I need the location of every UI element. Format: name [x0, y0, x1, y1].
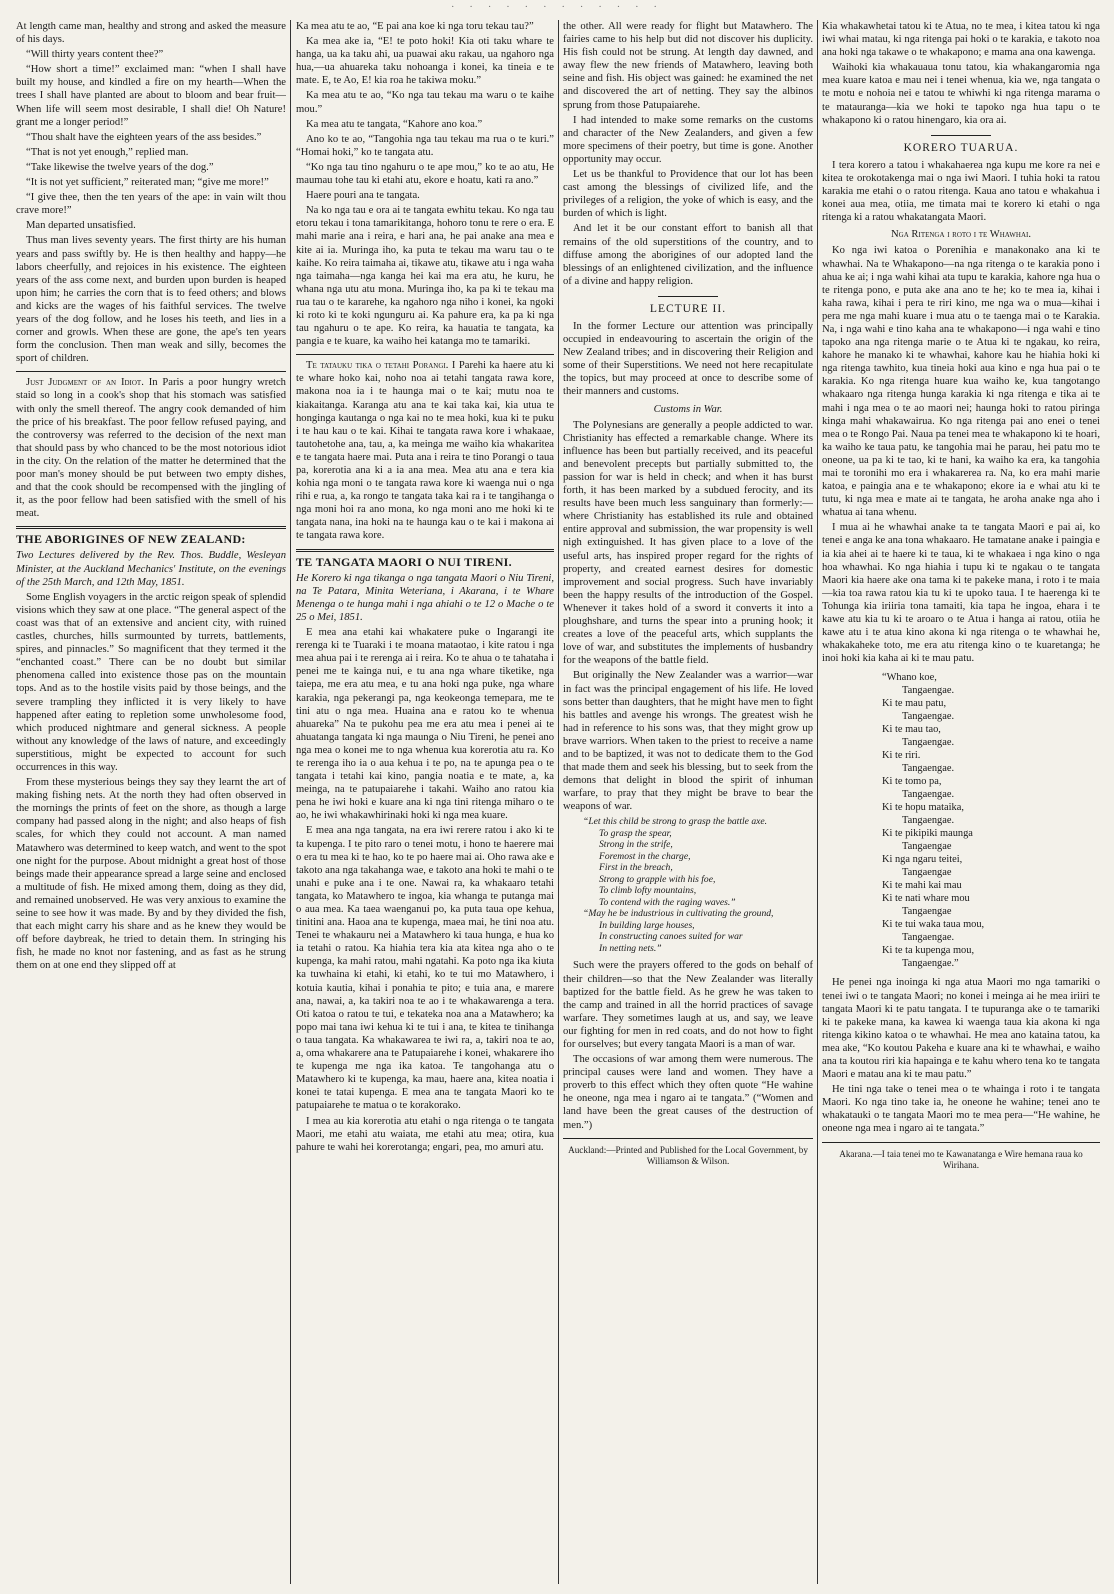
baptism-song	[583, 816, 813, 954]
section-heading: Customs in War.	[653, 403, 723, 415]
column-1	[16, 20, 286, 1584]
column-4	[822, 20, 1100, 1584]
paragraph: And let it be our constant effort to banish all that remains of the old superstitions of the country, and to diffuse among the aborigines of our adopted land the blessings of an enlightened civilization, and the influence of a divine and happy religion.	[563, 223, 813, 287]
column-3	[563, 20, 813, 1584]
paragraph: He penei nga inoinga ki nga atua Maori mo nga tamariki o tenei iwi o te tangata Maori; no konei i meinga ai he mea iriiri te tangata Maori ki te patu tangata. I te tupuranga ake o te tamariki ki te pakeke mana, ka kawea ki waenga taua kia akona ki nga ritenga kikino katoa o te whawhai. He mea ano kataina tatou, ka mea ake, “Ko koutou Pakeha e kuare ana ki te whawhai, e waiho ana ta koutou riri kia hapainga e te kahu whero tena ko te tangata Maori e matau ana ki te mau patu.”	[822, 977, 1100, 1081]
chant-line: Tangaengae.	[902, 789, 955, 801]
section-heading: Nga Ritenga i roto i te Whawhai.	[891, 229, 1031, 241]
paragraph: E mea ana nga tangata, na era iwi rerere ratou i ako ki te ta kupenga. I te pito raro o tenei motu, i hono te haerere mai o era tu mea ki te hao, ko te po haere mai ai. Oho rawa ake e takoto ana nga takahanga wae, e takoto ana hoki te mahi o te unahi e puke ana i te one. Nawai ra, ka whakaaro tetahi tangata, ko Matawhero te ingoa, kia whanga te putanga mai o aua mea. Ka taea waenganui po, ka puta taua ope kehua, tinitini ana. Haoa ana te kupenga, maea mai, he tini noa atu. Tenei te whakauru nei a Matawhero ki taua hunga, e hua ko ia tetahi o ratou. Ka hiahia tera kia ata kitea nga aho o te kupenga, ka mahi ratou, mahi ngatahi. Ka poto nga ika kiuta ka tuwhaina ki etahi, ki etahi, ko te tui mo Matawhero, i kotuia kautia, kihai i ponahia te pito; e tuia ana, e marere ana, nawai, a, ka takiri noa te ao i te whakawarenga a tera. Oti katoa o ratou te tui, e tekateka noa ana a Matawhero; ka popo mai tana iwi kehua ki te tui i ana, te kitea te tinihanga o taua tangata. Ka whakawarea te iwi ra, a, takiri noa te ao, a, oma whakarere ana te Patupaiarehe i konei, whakarere iho te kupenga me nga ika katoa. Te tangohanga atu o Matawhero ki te kupenga, ka mau, haere ana, kitea noatia i konei te tatai kupenga. E mea ana te tangata Maori ko te patupaiarehe te matua o te korakorako.	[296, 825, 554, 1112]
section-rule	[16, 371, 286, 372]
chant-line: “Whano koe,	[882, 672, 937, 684]
chant-line: Ki te nati whare mou	[882, 893, 970, 905]
chant-line: Ki te riri.	[882, 750, 921, 762]
imprint: Akarana.—I taia tenei mo te Kawanatanga e Wire hemana raua ko Wirihana.	[839, 1148, 1083, 1171]
song-line: Foremost in the charge,	[599, 850, 691, 862]
section-rule	[16, 526, 286, 529]
paragraph: “It is not yet sufficient,” reiterated man; “give me more!”	[26, 177, 269, 189]
column-rule	[290, 20, 291, 1584]
chant-line: Ki te mau tao,	[882, 724, 941, 736]
chant-line: Ki te pikipiki maunga	[882, 828, 973, 840]
column-2	[296, 20, 554, 1584]
paragraph: Some English voyagers in the arctic reigon speak of splendid visions which they saw at one place. “The general aspect of the coast was that of an extensive and ancient city, with ruined castles, churches, hills surmounted by turrets, battlements, spires, and pinnacles.” So magnificent that they termed it the “enchanted coast.” There can be no doubt but similar phenomena called into existence those pas on the mountain tops. And as to the hostile visits paid by those beings, and the severe trampling they inflicted it is very likely to have happened after eating to repletion some unwholesome food, which produced nightmare and general sickness. A people without any knowledge of the laws of nature, and exceedingly superstitious, might be expected to account for such occurrences in this way.	[16, 591, 286, 773]
paragraph: the other. All were ready for flight but Matawhero. The fairies came to his help but did not discover his duplicity. His fish could not be strung. At length day dawned, and away flew the new friends of Matawhero, leaving both seine and fish. His object was gained: he examined the net and discovered the art of netting. They say the albinos sprung from those Patupaiarehe.	[563, 21, 813, 111]
song-line: To grasp the spear,	[599, 827, 672, 839]
article-idiot	[16, 376, 286, 520]
paragraph: Let us be thankful to Providence that our lot has been cast among the blessings of civilized life, and the privileges of a religion, the yoke of which is easy, and the burden of which is light.	[563, 169, 813, 220]
baptism-chant	[882, 671, 1100, 970]
paragraph: At length came man, healthy and strong and asked the measure of his days.	[16, 21, 286, 46]
article-title: THE ABORIGINES OF NEW ZEALAND:	[16, 532, 246, 547]
paragraph: In the former Lecture our attention was principally occupied in endeavouring to ascertain the origin of the New Zealand tribes; and in discovering their Religion and some of their Superstitions. We need not here recapitulate the topics, but may proceed at once to describe some of their manners and customs.	[563, 320, 813, 398]
article-byline: Two Lectures delivered by the Rev. Thos. Buddle, Wesleyan Minister, at the Auckland Mechanics' Institute, on the evenings of the 25th March, and 12th May, 1851.	[16, 550, 286, 588]
paragraph: Ka mea ake ia, “E! te poto hoki! Kia oti taku whare te hanga, ua ka taku ahi, ua puawai aku rakau, ua ngahoro nga hua,—ua ahuareka taku nohoanga i konei, ka tineia e te mate. E, te Ao, E! kia roa he takiwa moku.”	[296, 36, 554, 87]
chant-line: Tangaengae.	[902, 711, 955, 723]
chant-line: Ki te ta kupenga mou,	[882, 945, 975, 957]
paragraph: Ka mea atu te tangata, “Kahore ano koa.”	[306, 118, 483, 130]
chant-line: Ki te tomo pa,	[882, 776, 942, 788]
paragraph: Thus man lives seventy years. The first thirty are his human years and pass swiftly by. He is then healthy and happy—he labors cheerfully, and rejoices in his existence. The eighteen years of the ass come next, and burden upon burden is heaped upon him; he carries the corn that is to feed others; and blows and kicks are the wages of his faithful services. The twelve years of the dog follow, and he loses his teeth, and lies in a corner and growls. When these are gone, the ape's ten years form the conclusion. Then man weak and silly, becomes the sport of children.	[16, 235, 286, 365]
paragraph: Kia whakawhetai tatou ki te Atua, no te mea, i kitea tatou ki nga iwi whai matau, ki nga ritenga pai hoki o te karakia, e takoto noa ana hoki nga takawe o te whakapono; e mama ana ona kawenga.	[822, 21, 1100, 59]
chant-line: Ki te tui waka taua mou,	[882, 919, 985, 931]
paragraph: “Take likewise the twelve years of the dog.”	[26, 161, 214, 173]
chant-line: Tangaengae	[902, 906, 952, 918]
paragraph: I had intended to make some remarks on the customs and character of the New Zealanders, and given a few more specimens of their poetry, but time is gone. Another opportunity may occur.	[563, 114, 813, 165]
paragraph: Such were the prayers offered to the gods on behalf of their children—so that the New Zealander was literally baptized for the battle field. As he grew he was taken to the camp and trained in all the horrid practices of savage warfare. They sometimes laugh at us, and say, we leave our fighting for men in red coats, and do not how to fight for ourselves; but every tangata Maori is a man of war.	[563, 960, 813, 1050]
paragraph: Man departed unsatisfied.	[26, 220, 136, 232]
paragraph: Na ko nga tau e ora ai te tangata ewhitu tekau. Ko nga tau etoru tekau i tona tamarikitanga, hohoro tonu te rere o era. E mahi marie ana i reira, e hari ana, he pai anake ana mea e kite ai ia. Muringa iho, ka puta te tekau ma waru tau o te kaihe. Ko reira taimaha ai, tikawe atu, tikawe atu i nga waha nga taimaha—nga kanga hei kai ma era atu, he kuru, he whana nga utu atu mona. Muringa iho, ka pa ki te tekau ma rua tau o te kararehe, ka ngahoro nga niho i konei, ka ngoki ki roto ki te koki ngunguru ai. Ka pahure era, ka pa ki nga tau ngahuru o te ape. Ko reira, ka hauatia te tangata, ka pangia e te kuare, ka waiho hei katanga mo te tamariki.	[296, 205, 554, 348]
paragraph: “How short a time!” exclaimed man: “when I shall have built my house, and kindled a fire on my hearth—When the trees I shall have planted are about to bloom and bear fruit—When life will seem most desirable, I shall die! Oh Nature! grant me a longer period!”	[16, 64, 286, 128]
article-text: In Paris a poor hungry wretch staid so long in a cook's shop that his stomach was satisfied with only the smell thereof. The angry cook demanded of him the price of his breakfast. The poor fellow refused paying, and the controversy was referred to the decision of the next man that should pass by who chanced to be the most notorious idiot in the city. On the relation of the matter he determined that the poor man's money should be put between two empty dishes, and that the cook should be recompensed with the jingling of it, as the poor fellow had been satisfied with the smell of his meat.	[16, 377, 286, 520]
column-rule	[558, 20, 559, 1584]
paragraph: “I give thee, then the ten years of the ape: in vain wilt thou crave more!”	[16, 192, 286, 217]
imprint: Auckland:—Printed and Published for the Local Government, by Williamson & Wilson.	[568, 1144, 808, 1167]
chant-line: Ki te hopu mataika,	[882, 802, 964, 814]
article-title: TE TANGATA MAORI O NUI TIRENI.	[296, 554, 512, 569]
chant-line: Tangaengae.”	[902, 958, 959, 970]
chant-line: Tangaengae	[902, 841, 952, 853]
imprint-block	[822, 1142, 1100, 1172]
paragraph: Ka mea atu te ao, “E pai ana koe ki nga toru tekau tau?”	[296, 21, 534, 32]
chant-line: Ki te mahi kai mau	[882, 880, 962, 892]
song-line: In netting nets.”	[599, 942, 662, 954]
paragraph: I tera korero a tatou i whakahaerea nga kupu me kore ra nei e kitea te orokotakenga mai o nga iwi Maori. I tuhia hoki ta ratou karakia me etahi o o ratou ritenga. Kaua ano tatou e whakahua i konei aua mea, otiia, me timata mai te korero ki etahi o nga ritenga ki a ratou whakatangata Maori.	[822, 159, 1100, 224]
chant-line: Tangaengae.	[902, 763, 955, 775]
section-rule	[931, 135, 991, 136]
chant-line: Tangaengae.	[902, 815, 955, 827]
song-line: To climb lofty mountains,	[599, 885, 697, 897]
article-heading: Just Judgment of an Idiot.	[26, 377, 144, 389]
paragraph: He tini nga take o tenei mea o te whainga i roto i te tangata Maori. Ko nga tino take ia, he oneone he wahine; tenei ano te whakatauki o te tangata Maori mo te mea pera—“He wahine, he oneone nga mea i ngaro ai te tangata.”	[822, 1084, 1100, 1135]
section-rule	[296, 549, 554, 552]
song-line: First in the breach,	[599, 862, 673, 874]
paragraph: “Will thirty years content thee?”	[26, 49, 164, 61]
imprint-block	[563, 1138, 813, 1168]
song-line: “Let this child be strong to grasp the battle axe.	[583, 816, 768, 828]
chant-line: Ki te mau patu,	[882, 698, 947, 710]
section-rule	[658, 296, 718, 297]
chant-line: Tangaengae.	[902, 932, 955, 944]
paragraph: “Thou shalt have the eighteen years of the ass besides.”	[26, 131, 262, 143]
paragraph: From these mysterious beings they say they learnt the art of making fishing nets. At the north they had often observed in the mornings the prints of feet on the shore, as though a large company had passed along in the night; and also heaps of fish scales, for which they could not account. A man named Matawhero was determined to keep watch, and went to the spot one night for the purpose. About midnight a great host of those beings made their appearance spread a large seine and enclosed a multitude of fish. He mixed among them, doing as they did, and remained unobserved. He was very anxious to examine the seine to see how it was made. By and by they divided the fish, that each might carry his share and as he knew they would be off before daybreak, he tried to detain them. In stringing his fish, he made no knot nor fastening, and as fast as he strung them on at one end they slipped off at	[16, 777, 286, 972]
column-rule	[817, 20, 818, 1584]
chant-line: Tangaengae	[902, 867, 952, 879]
song-line: Strong in the strife,	[599, 839, 673, 851]
lecture-title: LECTURE II.	[649, 302, 727, 315]
article-heading: Te tatauku tika o tetahi Porangi.	[306, 360, 449, 372]
article-text: I Parehi ka haere atu ki te whare hoko kai, noho noa ai tetahi tangata rawa kore, makona noa ia i te haunga mai o te kai; mutu noa te kiakaitanga. Karanga atu ana te kai taka kai, kia utua te honginga kautanga o nga kai no te mea hoki, kua ki te puku i te hau kau o te kai. Kihai te tangata rawa kore i whakaae, tautohetohe ana, tau, a, ka meinga me waiho kia whakaritea e te tangata haere mai. Puta ana i reira te tino Porangi o taua pa, korerotia ana ki a ia ana mea. Mea atu ana e tera kia kohia nga moni o te tangata rawa kore ki waenga nui o nga rihi e rua, a, ka rongo te tangata taka kai ra i te tangihanga o nga moni hoi ra ano mona, ko nga moni ano me hoki ki te tangata nana, ina hoki na te haunga kau o te kai i makona ai te tangata rawa kore.	[296, 360, 554, 542]
article-byline: He Korero ki nga tikanga o nga tangata Maori o Niu Tireni, na Te Patara, Minita Weteriana, i Akarana, i te Whare Menenga o te hunga mahi i nga ahiahi o te 12 o Mache o te 25 o Mei, 1851.	[296, 572, 554, 623]
article-tatauku	[296, 359, 554, 542]
song-line: “May he be industrious in cultivating the ground,	[583, 908, 774, 920]
paragraph: I mea au kia korerotia atu etahi o nga ritenga o te tangata Maori, me etahi atu waiata, me etahi atu mea; otira, kua pahure te wahi hei korerotanga; engari, pea, mo amuri atu.	[296, 1115, 554, 1153]
paragraph: “Ko nga tau tino ngahuru o te ape mou,” ko te ao atu, He maumau tohe tau ki etahi atu, ekore e hoatu, kati ra ano.”	[296, 161, 554, 187]
paragraph: But originally the New Zealander was a warrior—war in fact was the principal engagement of his life. He loved sons better than daughters, that he might have men to fight his battles and avenge his wrongs. The greatest wish he had in reference to his sons was, that they might grow up brave warriors. When taken to the priest to receive a name and to be baptized, it was not to dedicate them to the God that made them and seek his blessing, but to seek from the demons that delight in blood the spirit of inhuman warfare, to pray that they might be brave to bear the weapons of war.	[563, 670, 813, 813]
song-line: In building large houses,	[599, 919, 695, 931]
paragraph: Ano ko te ao, “Tangohia nga tau tekau ma rua o te kuri.” “Homai hoki,” ko te tangata atu.	[296, 133, 554, 158]
paragraph: I mua ai he whawhai anake ta te tangata Maori e pai ai, ko tenei e anga ke ana tona whakaaro. He tamatane anake i paingia e ia kia ahei ai te haere ki te taua, ki te whakaea i nga kino o nga hoa whawhai. Ko nga hiahia i tupu ki te ngakau o te tangata Maori kia haere ake ona tama ki te pakeke mana, i roto i te maia—kia toa rawa ratou kia tu ki te upoko taua. I te haerenga ki te Tohunga kia iriiria tona tamaiti, kia tapa he ingoa, ehara i te kawe atu kia tu ki te aroaro o te Atua i hanga ai ratou, otiia he kawe atu i te atua kino akona ki nga ritenga o te whawhai he, whakakaheke toto, me era atu ritenga kino o te kuaretanga; he inoi hoki kia kaha ai ki te mau patu.	[822, 522, 1100, 665]
paragraph: Haere pouri ana te tangata.	[306, 190, 420, 202]
paragraph: Waihoki kia whakauaua tonu tatou, kia whakangaromia nga mea kuare katoa e mau nei i tenei whenua, kia we, nga tangata o te motu e nohoia nei e tatou te whiwhi ki nga ritenga marama o te matauranga—kia we hoki te tapoko nga hua tapu o te whakapono ki o ratou hinengaro, kia ora ai.	[822, 62, 1100, 126]
paragraph: Ko nga iwi katoa o Porenihia e manakonako ana ki te whawhai. Na te Whakapono—na nga ritenga o te karakia pono i ahua ke ai; i nga wahi kihai ata tupu te karakia, kahore nga hua o te ritenga pono, e puta ake ana ano te he; ko te mea ia, kihai i kaha rawa, kihai i pera te riri kino, me nga wa o mua—kihai i pera me nga mahi kuare i mua atu o te taenga mai o te Karakia. Na, i nga wahi e tino kaha ana te whakapono—i nga wahi e tino tapoko ana nga ritenga marie o te Atua ki te ngakau, ko reira, kahore he manako ki te whawhai, kahore kau he hiahia hoki ki nga ritenga tawhito, kua tineia hoki aua kino e nga hua pai o te karakia. Ko nga ritenga huare kua waiho ke, kua tangotango whakaaro nga ritenga hunga karakia ki nga ritenga e tika ai te mahi i nga mea o te ao maori nei; haunga hoki to ratou piringa kinga mahi whakawairua. Ko nga ritenga pai ano enei o tenei mea o te Rongo Pai. Naua pa tenei mea te whakapono ki te hoari, ka waiho ke taua patu, ke tangohia mai he parau, hei patu mo te oneone, ua pa ki te tao, ki te hani, ka waiho ka era, ka tangohia mai te toronihi mo era i whakarerea ra. Na, ko era mahi marie katoa, e paingia ana e te whakapono; ekore ia e whai atu ki te tutu, ki nga mea e mate ai te tangata, he aroha anake nga aho i whatua ai tana whenu.	[822, 245, 1100, 519]
chant-line: Ki nga ngaru teitei,	[882, 854, 963, 866]
chant-line: Tangaengae.	[902, 685, 955, 697]
section-rule	[296, 354, 554, 355]
song-line: Strong to grapple with his foe,	[599, 873, 716, 885]
song-line: To contend with the raging waves.”	[599, 896, 736, 908]
song-line: In constructing canoes suited for war	[599, 931, 743, 943]
paragraph: Ka mea atu te ao, “Ko nga tau tekau ma waru o te kaihe mou.”	[296, 90, 554, 115]
paragraph: The Polynesians are generally a people addicted to war. Christianity has effected a remarkable change. Where its influence has been but partially received, and its peaceful and benevolent precepts but partially submitted to, the passion for war is held in check; and when it has burst forth, it has been marked by a subdued ferocity, and its results have been much less sanguinary than formerly:—where Christianity has established its rule and obtained entire approval and submission, the war propensity is well nigh extinguished. It has given place to a love of the useful arts, has inspired proper regard for the rights of property, and created earnest desires for domestic improvement and social progress. Such have invariably been the happy results of the introduction of the Gospel. Whenever it takes hold of a sword it converts it into a ploughshare, and turns the spear into a pruning hook; it creates a love of the peaceful arts, which supplants the love of war, and substitutes the implements of husbandry for the weapons of the battle field.	[563, 419, 813, 667]
paragraph: E mea ana etahi kai whakatere puke o Ingarangi ite rerenga ki te Tuaraki i te moana mataotao, i kite ratou i nga mea ahua pai i te rerenga ai i reira. Ko te ahua o te tahataha i penei me te kainga nui, e tu ana nga whare tiketike, nga taiepa, me era atu mea, e tu ana hoki nga puke, nga whare karakia, nga pekerangi pa, nga keokeonga temepara, me te tini atu o nga mea. Huaina ana e ratou ko te whenua ahuareka” Na te pukohu pea me era atu mea i penei ai te ahuatanga tangata ki nga maunga o Niu Tireni, he penei ano nga mea o konei me to nga whenua kua korerotia atu ra. Ko te rerenga iho ia o aua kehua i te po, na te apunga pea o te tangata i tetahi kai kino, pangia noatia e te mate, a, ka meinga, na te patupaiarehe i takahi. Waiho ano ratou kia pena he iwi hoki e kuare ana ki nga tini ritenga miharo o te ao, he iwi whakawhirinaki hoki ki nga mea kuare.	[296, 627, 554, 822]
paragraph: The occasions of war among them were numerous. The principal causes were land and women. They have a proverb to this effect which they often quote “He wahine he oneone, nga mea i ngaro ai te tangata.” (“Women and land have been the great causes of the destruction of men.”)	[563, 1054, 813, 1131]
masthead-strip: · · · · · · · · · · · ·	[450, 1, 664, 13]
chant-line: Tangaengae.	[902, 737, 955, 749]
lecture-title: KORERO TUARUA.	[903, 141, 1019, 154]
paragraph: “That is not yet enough,” replied man.	[26, 146, 189, 158]
